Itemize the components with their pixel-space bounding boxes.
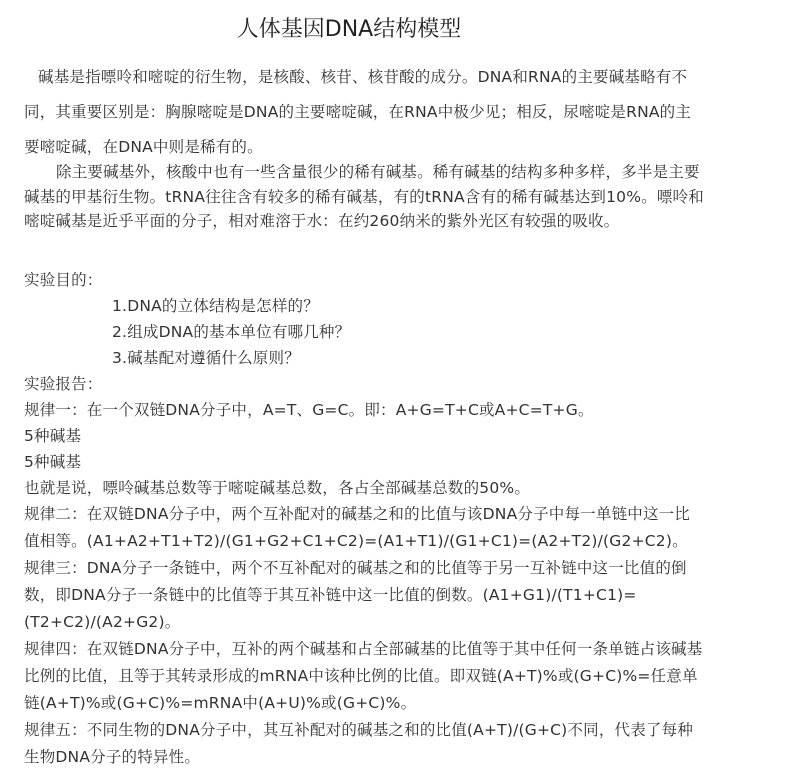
rule-5: 规律五：不同生物的DNA分子中，其互补配对的碱基之和的比值(A+T)/(G+C)不同，代表了每种生物DNA分子的特异性。 [24, 721, 694, 766]
report-label: 实验报告： [24, 375, 103, 393]
rule-4: 规律四：在双链DNA分子中，互补的两个碱基和占全部碱基的比值等于其中任何一条单链占该碱基比例的比值，且等于其转录形成的mRNA中该种比例的比值。即双链(A+T)%或(G+C)%=任意单链(A+T)%或(G+C)%=mRNA中(A+U)%或(G+C)%。 [24, 640, 703, 712]
intro-paragraph: 碱基是指嘌呤和嘧啶的衍生物，是核酸、核苷、核苷酸的成分。DNA和RNA的主要碱基略有不同，其重要区别是：胸腺嘧啶是DNA的主要嘧啶碱，在RNA中极少见；相反，尿嘧啶是RNA的主要嘧啶碱，在DNA中则是稀有的。 [24, 68, 692, 156]
purpose-question-3: 3.碱基配对遵循什么原则？ [112, 349, 300, 367]
page-title: 人体基因DNA结构模型 [236, 17, 462, 42]
purpose-question-1: 1.DNA的立体结构是怎样的？ [112, 297, 319, 315]
rare-bases-paragraph: 除主要碱基外，核酸中也有一些含量很少的稀有碱基。稀有碱基的结构多种多样，多半是主要碱基的甲基衍生物。tRNA往往含有较多的稀有碱基，有的tRNA含有的稀有碱基达到10%。嘌呤和嘧啶碱基是近乎平面的分子，相对难溶于水：在约260纳米的紫外光区有较强的吸收。 [24, 163, 704, 230]
purpose-question-2: 2.组成DNA的基本单位有哪几种？ [112, 323, 351, 341]
rule-3: 规律三：DNA分子一条链中，两个不互补配对的碱基之和的比值等于另一互补链中这一比值的倒数，即DNA分子一条链中的比值等于其互补链中这一比值的倒数。(A1+G1)/(T1+C1)=(T2+C2)/(A2+G2)。 [24, 559, 687, 631]
bases-caption-1: 5种碱基 [24, 427, 82, 445]
rule-1-note: 也就是说，嘌呤碱基总数等于嘧啶碱基总数，各占全部碱基总数的50%。 [24, 479, 531, 497]
rule-1: 规律一：在一个双链DNA分子中，A=T、G=C。即：A+G=T+C或A+C=T+G。 [24, 401, 594, 419]
purpose-label: 实验目的： [24, 271, 103, 289]
experiment-section [24, 267, 714, 771]
bases-caption-2: 5种碱基 [24, 453, 82, 471]
rule-2: 规律二：在双链DNA分子中，两个互补配对的碱基之和的比值与该DNA分子中每一单链中这一比值相等。(A1+A2+T1+T2)/(G1+G2+C1+C2)=(A1+T1)/(G1+C1)=(A2+T2)/(G2+C2)。 [24, 505, 691, 550]
